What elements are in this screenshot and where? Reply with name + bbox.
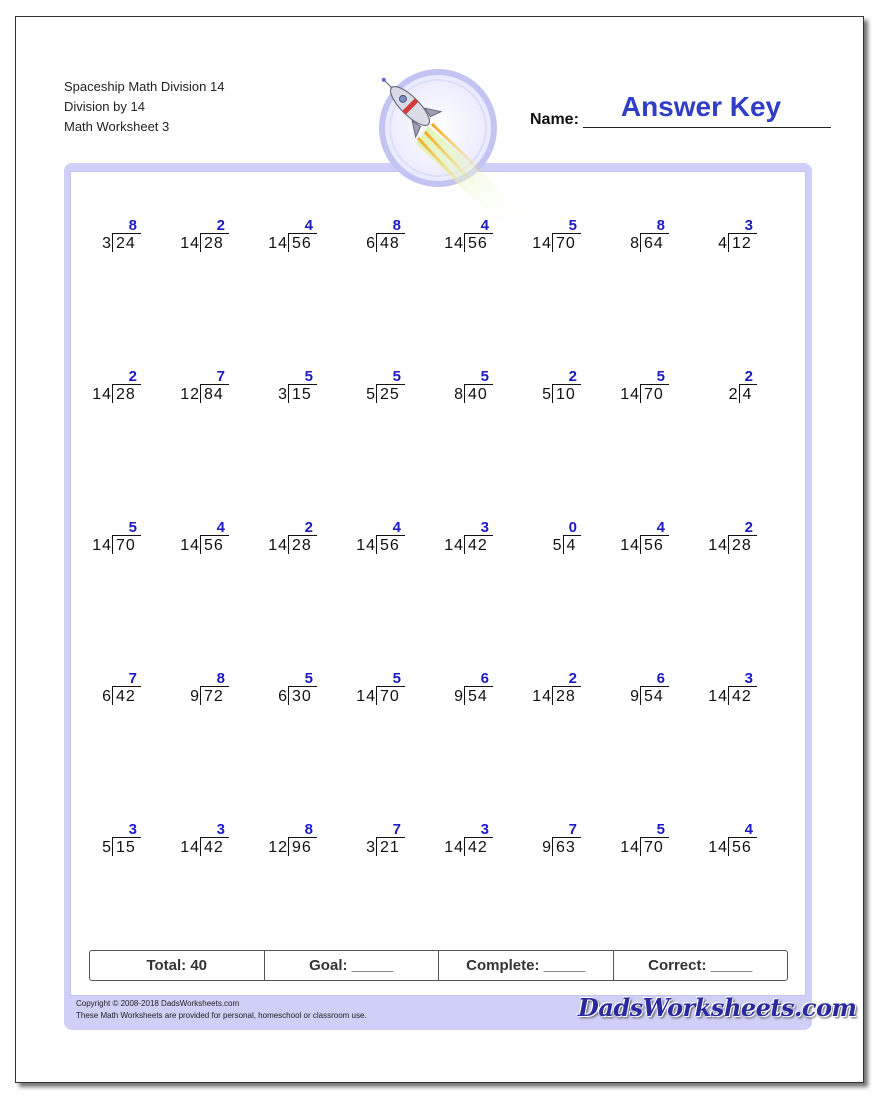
dividend: 28 <box>200 233 229 252</box>
problems-frame <box>64 163 857 1030</box>
dividend: 42 <box>464 837 493 856</box>
dividend: 40 <box>464 384 493 403</box>
division-problem <box>177 368 229 412</box>
quotient-answer: 3 <box>480 519 489 536</box>
complete-cell: Complete: _____ <box>439 951 614 980</box>
quotient-answer: 2 <box>744 519 753 536</box>
divisor: 5 <box>366 386 376 403</box>
division-problem <box>100 821 142 865</box>
divisor: 9 <box>542 839 552 856</box>
division-problem <box>540 821 582 865</box>
quotient-answer: 2 <box>128 368 137 385</box>
divisor: 3 <box>278 386 288 403</box>
divisor: 14 <box>532 235 552 252</box>
dividend: 56 <box>376 535 405 554</box>
dividend: 56 <box>200 535 229 554</box>
dividend: 28 <box>728 535 757 554</box>
dividend: 15 <box>112 837 141 856</box>
quotient-answer: 5 <box>304 368 313 385</box>
division-problem <box>540 368 582 412</box>
divisor: 5 <box>542 386 552 403</box>
dividend: 24 <box>112 233 141 252</box>
quotient-answer: 2 <box>216 217 225 234</box>
dadsworksheets-logo: DadsWorksheets.com <box>578 993 857 1022</box>
dividend: 70 <box>376 686 405 705</box>
quotient-answer: 8 <box>656 217 665 234</box>
dividend: 63 <box>552 837 581 856</box>
divisor: 14 <box>708 537 728 554</box>
dividend: 42 <box>728 686 757 705</box>
dividend: 42 <box>112 686 141 705</box>
division-problem <box>89 368 141 412</box>
dividend: 25 <box>376 384 405 403</box>
goal-cell: Goal: _____ <box>265 951 440 980</box>
divisor: 8 <box>630 235 640 252</box>
problems-area <box>70 171 806 996</box>
quotient-answer: 2 <box>568 670 577 687</box>
quotient-answer: 5 <box>480 368 489 385</box>
divisor: 12 <box>268 839 288 856</box>
division-problem <box>265 519 317 563</box>
divisor: 6 <box>366 235 376 252</box>
worksheet-title: Spaceship Math Division 14 <box>64 79 225 94</box>
division-problem <box>617 821 669 865</box>
division-problem <box>265 217 317 261</box>
correct-cell: Correct: _____ <box>648 957 753 974</box>
quotient-answer: 3 <box>480 821 489 838</box>
division-problem <box>353 519 405 563</box>
divisor: 9 <box>190 688 200 705</box>
worksheet-title-block <box>64 77 224 137</box>
divisor: 3 <box>366 839 376 856</box>
division-problem <box>452 670 494 714</box>
divisor: 14 <box>620 839 640 856</box>
division-problem <box>628 217 670 261</box>
division-problem <box>452 368 494 412</box>
division-problem <box>529 670 581 714</box>
division-problem <box>100 670 142 714</box>
dividend: 15 <box>288 384 317 403</box>
total-cell: Total: 40 <box>90 951 265 980</box>
division-problem <box>353 670 405 714</box>
division-problem <box>617 368 669 412</box>
divisor: 2 <box>728 386 739 403</box>
dividend: 64 <box>640 233 669 252</box>
quotient-answer: 4 <box>304 217 313 234</box>
dividend: 56 <box>728 837 757 856</box>
divisor: 14 <box>356 688 376 705</box>
worksheet-subtitle: Division by 14 <box>64 99 145 114</box>
divisor: 4 <box>718 235 728 252</box>
divisor: 14 <box>356 537 376 554</box>
division-problem <box>364 217 406 261</box>
dividend: 21 <box>376 837 405 856</box>
division-problem <box>726 368 757 412</box>
divisor: 5 <box>552 537 563 554</box>
quotient-answer: 8 <box>392 217 401 234</box>
divisor: 8 <box>454 386 464 403</box>
quotient-answer: 3 <box>128 821 137 838</box>
quotient-answer: 4 <box>392 519 401 536</box>
quotient-answer: 5 <box>568 217 577 234</box>
quotient-answer: 5 <box>128 519 137 536</box>
quotient-answer: 6 <box>656 670 665 687</box>
division-problem <box>265 821 317 865</box>
copyright-notice <box>76 998 367 1022</box>
dividend: 70 <box>552 233 581 252</box>
divisor: 9 <box>454 688 464 705</box>
dividend: 70 <box>640 837 669 856</box>
dividend: 54 <box>640 686 669 705</box>
divisor: 14 <box>620 386 640 403</box>
divisor: 14 <box>268 235 288 252</box>
division-problem <box>716 217 758 261</box>
quotient-answer: 7 <box>128 670 137 687</box>
division-problem <box>705 821 757 865</box>
division-problem <box>100 217 142 261</box>
divisor: 6 <box>102 688 112 705</box>
divisor: 14 <box>180 235 200 252</box>
rocket-icon <box>370 66 540 236</box>
dividend: 56 <box>640 535 669 554</box>
divisor: 6 <box>278 688 288 705</box>
divisor: 14 <box>92 386 112 403</box>
division-problem <box>441 821 493 865</box>
dividend: 28 <box>552 686 581 705</box>
divisor: 14 <box>180 537 200 554</box>
quotient-answer: 0 <box>568 519 577 536</box>
dividend: 70 <box>112 535 141 554</box>
quotient-answer: 3 <box>216 821 225 838</box>
quotient-answer: 5 <box>392 670 401 687</box>
division-problem <box>441 519 493 563</box>
divisor: 14 <box>180 839 200 856</box>
divisor: 14 <box>532 688 552 705</box>
divisor: 14 <box>620 537 640 554</box>
divisor: 14 <box>444 235 464 252</box>
dividend: 42 <box>464 535 493 554</box>
quotient-answer: 8 <box>304 821 313 838</box>
quotient-answer: 7 <box>568 821 577 838</box>
division-problem <box>177 821 229 865</box>
quotient-answer: 7 <box>392 821 401 838</box>
quotient-answer: 2 <box>744 368 753 385</box>
divisor: 14 <box>708 688 728 705</box>
division-problem <box>89 519 141 563</box>
division-problem <box>364 368 406 412</box>
quotient-answer: 4 <box>216 519 225 536</box>
division-problem <box>628 670 670 714</box>
divisor: 12 <box>180 386 200 403</box>
dividend: 4 <box>563 535 582 554</box>
quotient-answer: 5 <box>656 368 665 385</box>
dividend: 30 <box>288 686 317 705</box>
divisor: 14 <box>92 537 112 554</box>
dividend: 96 <box>288 837 317 856</box>
usage-line: These Math Worksheets are provided for personal, homeschool or classroom use. <box>76 1011 367 1020</box>
dividend: 84 <box>200 384 229 403</box>
dividend: 28 <box>288 535 317 554</box>
quotient-answer: 7 <box>216 368 225 385</box>
division-problem <box>276 670 318 714</box>
divisor: 14 <box>708 839 728 856</box>
quotient-answer: 8 <box>128 217 137 234</box>
quotient-answer: 5 <box>392 368 401 385</box>
worksheet-number: Math Worksheet 3 <box>64 119 170 134</box>
quotient-answer: 4 <box>656 519 665 536</box>
dividend: 48 <box>376 233 405 252</box>
score-table <box>89 950 788 981</box>
quotient-answer: 6 <box>480 670 489 687</box>
division-problem <box>550 519 581 563</box>
division-problem <box>617 519 669 563</box>
quotient-answer: 5 <box>656 821 665 838</box>
divisor: 14 <box>268 537 288 554</box>
division-problem <box>364 821 406 865</box>
division-problem <box>188 670 230 714</box>
dividend: 54 <box>464 686 493 705</box>
division-problem <box>529 217 581 261</box>
division-problem <box>705 519 757 563</box>
copyright-line: Copyright © 2008-2018 DadsWorksheets.com <box>76 999 240 1008</box>
quotient-answer: 2 <box>568 368 577 385</box>
quotient-answer: 8 <box>216 670 225 687</box>
division-problem <box>276 368 318 412</box>
dividend: 28 <box>112 384 141 403</box>
divisor: 14 <box>444 537 464 554</box>
quotient-answer: 4 <box>480 217 489 234</box>
answer-key-title: Answer Key <box>620 91 782 122</box>
divisor: 3 <box>102 235 112 252</box>
quotient-answer: 3 <box>744 670 753 687</box>
name-line <box>583 127 831 128</box>
division-problem <box>441 217 493 261</box>
division-problem <box>177 217 229 261</box>
dividend: 12 <box>728 233 757 252</box>
dividend: 72 <box>200 686 229 705</box>
divisor: 14 <box>444 839 464 856</box>
dividend: 10 <box>552 384 581 403</box>
quotient-answer: 5 <box>304 670 313 687</box>
divisor: 5 <box>102 839 112 856</box>
name-label: Name: <box>530 111 579 128</box>
divisor: 9 <box>630 688 640 705</box>
dividend: 56 <box>288 233 317 252</box>
dividend: 70 <box>640 384 669 403</box>
dividend: 42 <box>200 837 229 856</box>
dividend: 56 <box>464 233 493 252</box>
quotient-answer: 3 <box>744 217 753 234</box>
quotient-answer: 4 <box>744 821 753 838</box>
division-problem <box>177 519 229 563</box>
dividend: 4 <box>739 384 758 403</box>
quotient-answer: 2 <box>304 519 313 536</box>
division-problem <box>705 670 757 714</box>
